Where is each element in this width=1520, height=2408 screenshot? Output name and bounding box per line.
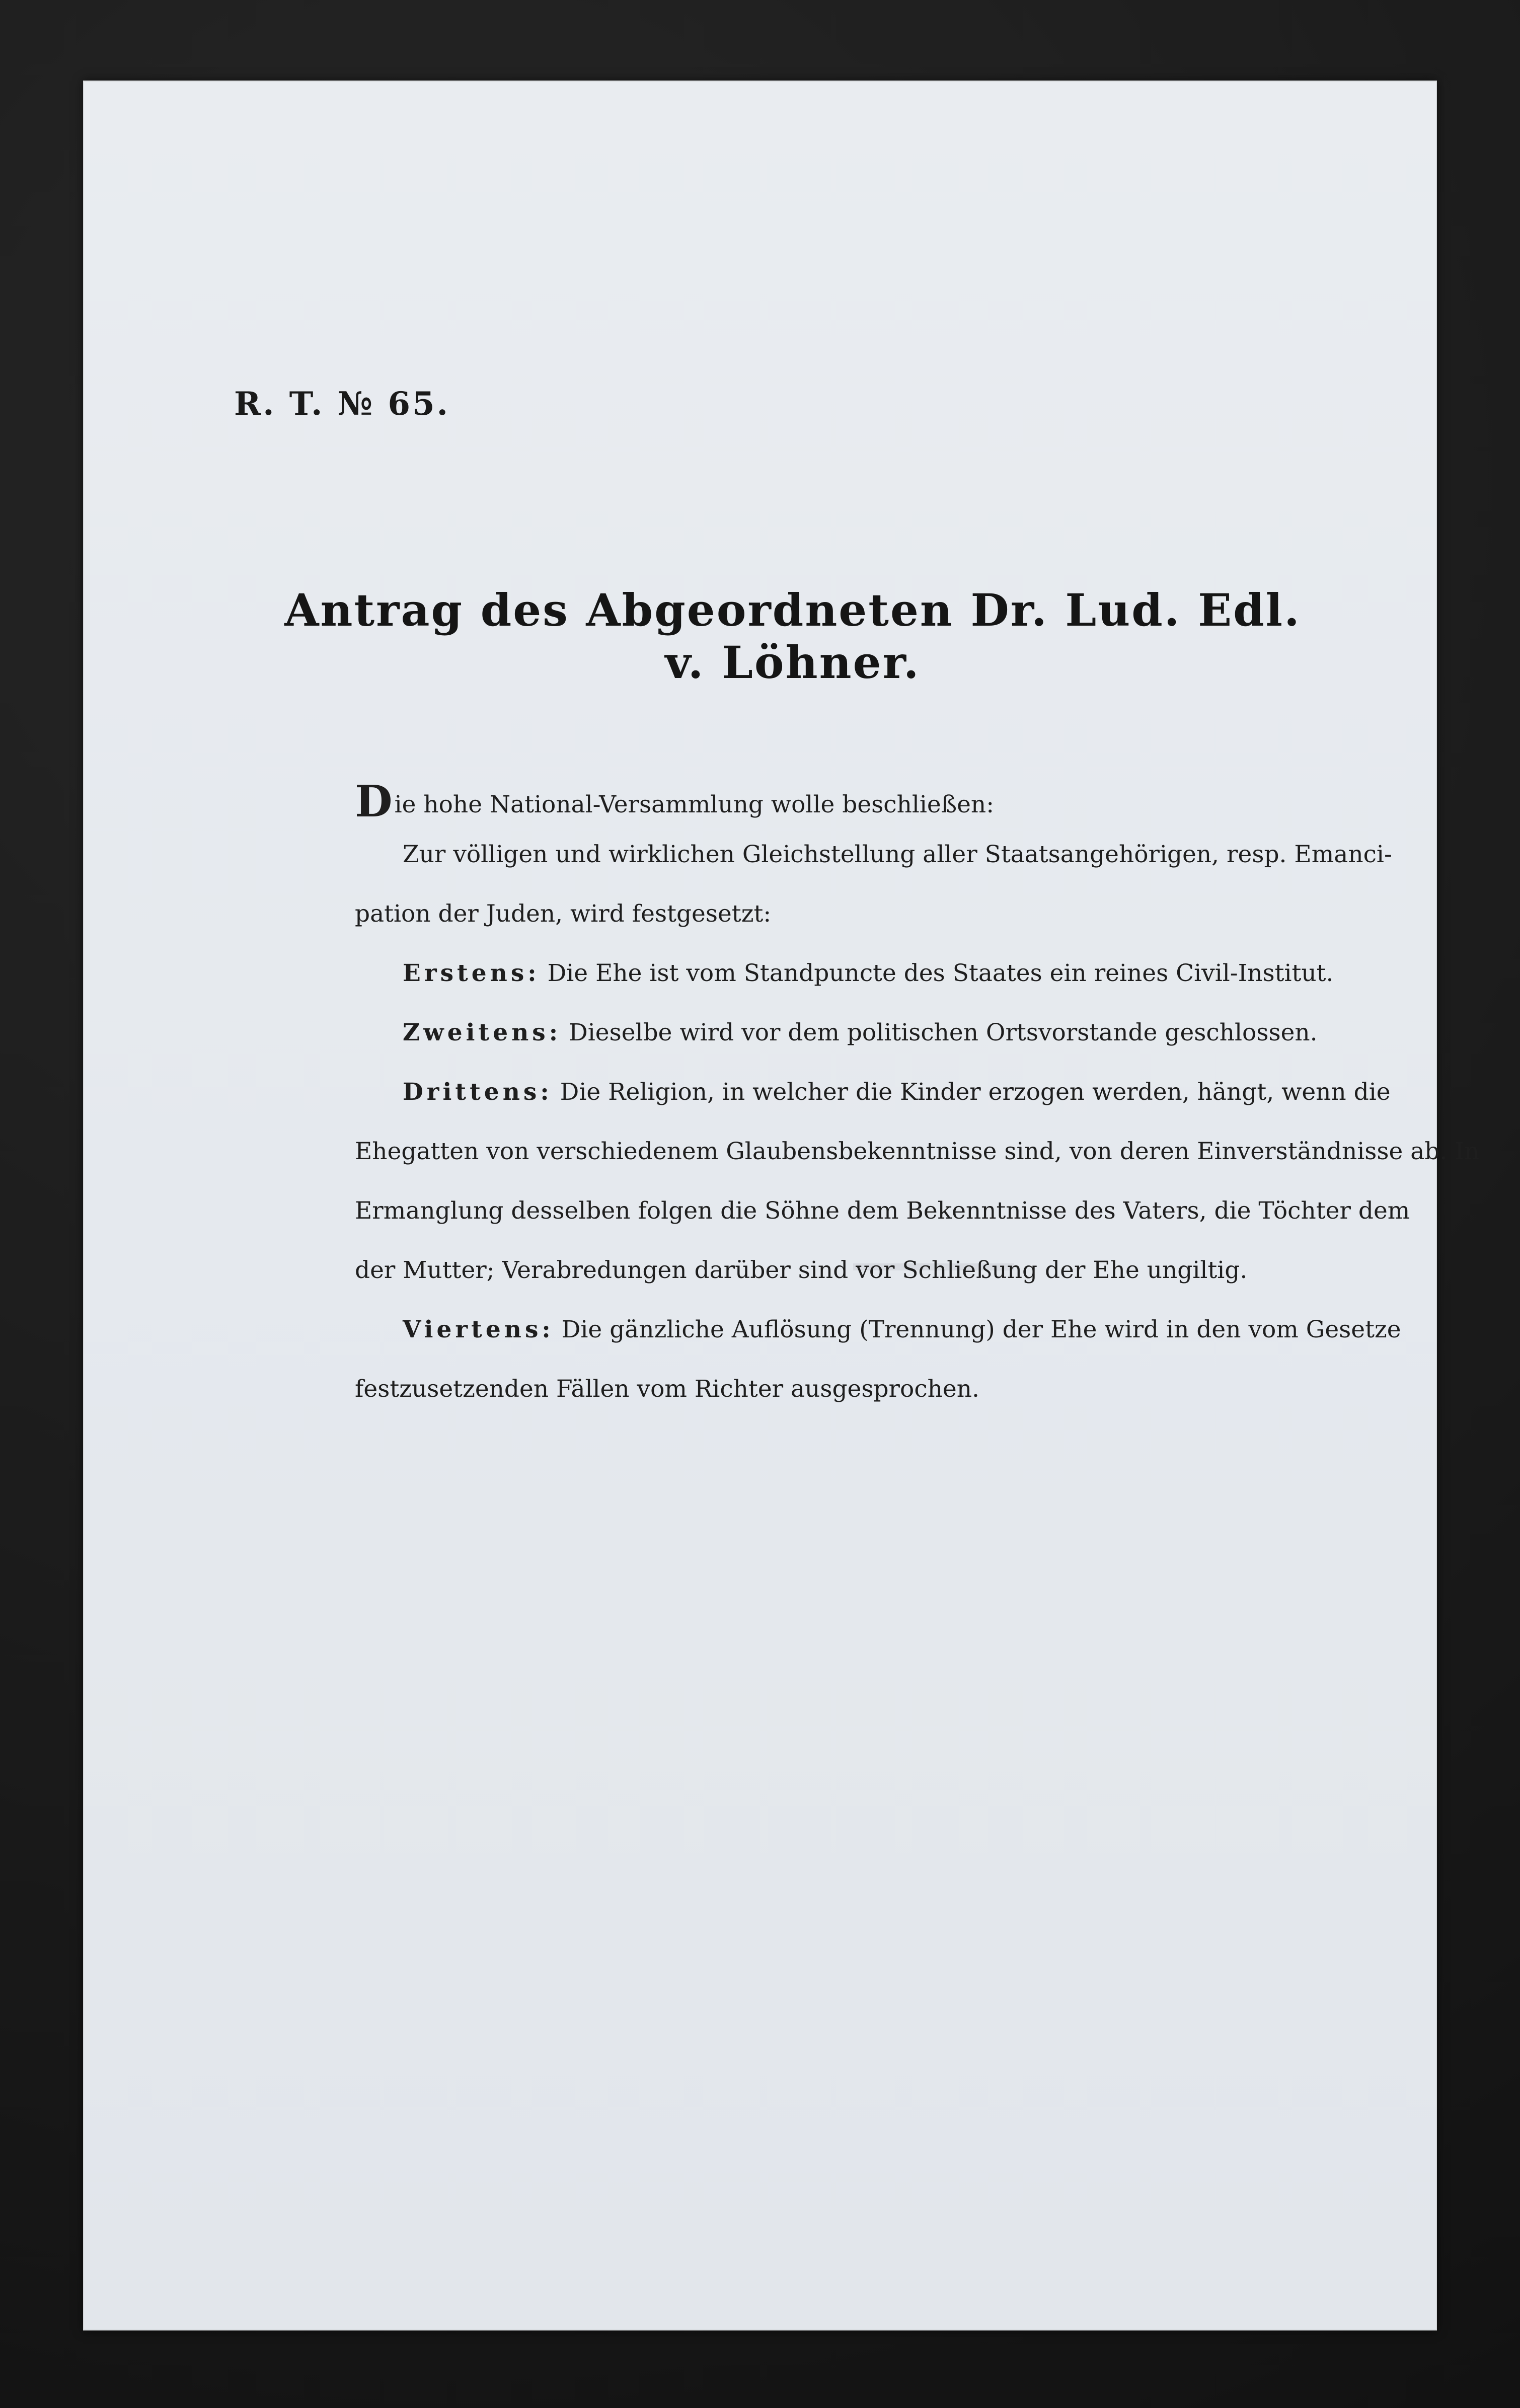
article-1-line-1: Die Ehe ist vom Standpuncte des Staates ein reines Civil-Institut. <box>547 959 1334 987</box>
article-1-label: Erstens: <box>403 959 540 987</box>
article-3-label: Drittens: <box>403 1078 553 1106</box>
article-2-line-1: Dieselbe wird vor dem politischen Ortsvorstande geschlossen. <box>569 1019 1318 1046</box>
article-4-line-2: festzusetzenden Fällen vom Richter ausgesprochen. <box>355 1375 979 1403</box>
document-page <box>83 81 1480 2330</box>
article-1 <box>403 959 1334 987</box>
preamble-line-1: Zur völligen und wirklichen Gleichstellung aller Staatsangehörigen, resp. Emanci- <box>403 841 1392 868</box>
intro-dropcap: D <box>355 776 393 827</box>
article-2 <box>403 1019 1318 1046</box>
article-4-line-1: Die gänzliche Auflösung (Trennung) der Ehe wird in den vom Gesetze <box>561 1316 1401 1343</box>
article-3-line-4: der Mutter; Verabredungen darüber sind vor Schließung der Ehe ungiltig. <box>355 1256 1248 1284</box>
preamble-line-2: pation der Juden, wird festgesetzt: <box>355 900 772 928</box>
article-3-line-1: Die Religion, in welcher die Kinder erzogen werden, hängt, wenn die <box>560 1078 1391 1106</box>
article-4 <box>403 1316 1401 1343</box>
article-3-line-2: Ehegatten von verschiedenem Glaubensbekenntnisse sind, von deren Einverständnisse ab. In <box>355 1138 1480 1165</box>
intro-line <box>355 776 995 827</box>
intro-text: ie hohe National-Versammlung wolle beschließen: <box>394 791 995 818</box>
document-reference: R. T. № 65. <box>234 385 450 423</box>
article-2-label: Zweitens: <box>403 1019 562 1046</box>
article-4-label: Viertens: <box>403 1316 554 1343</box>
article-3 <box>403 1078 1391 1106</box>
document-title: Antrag des Abgeordneten Dr. Lud. Edl. v. Löhner. <box>284 584 1301 689</box>
article-3-line-3: Ermanglung desselben folgen die Söhne dem Bekenntnisse des Vaters, die Töchter dem <box>355 1197 1410 1225</box>
